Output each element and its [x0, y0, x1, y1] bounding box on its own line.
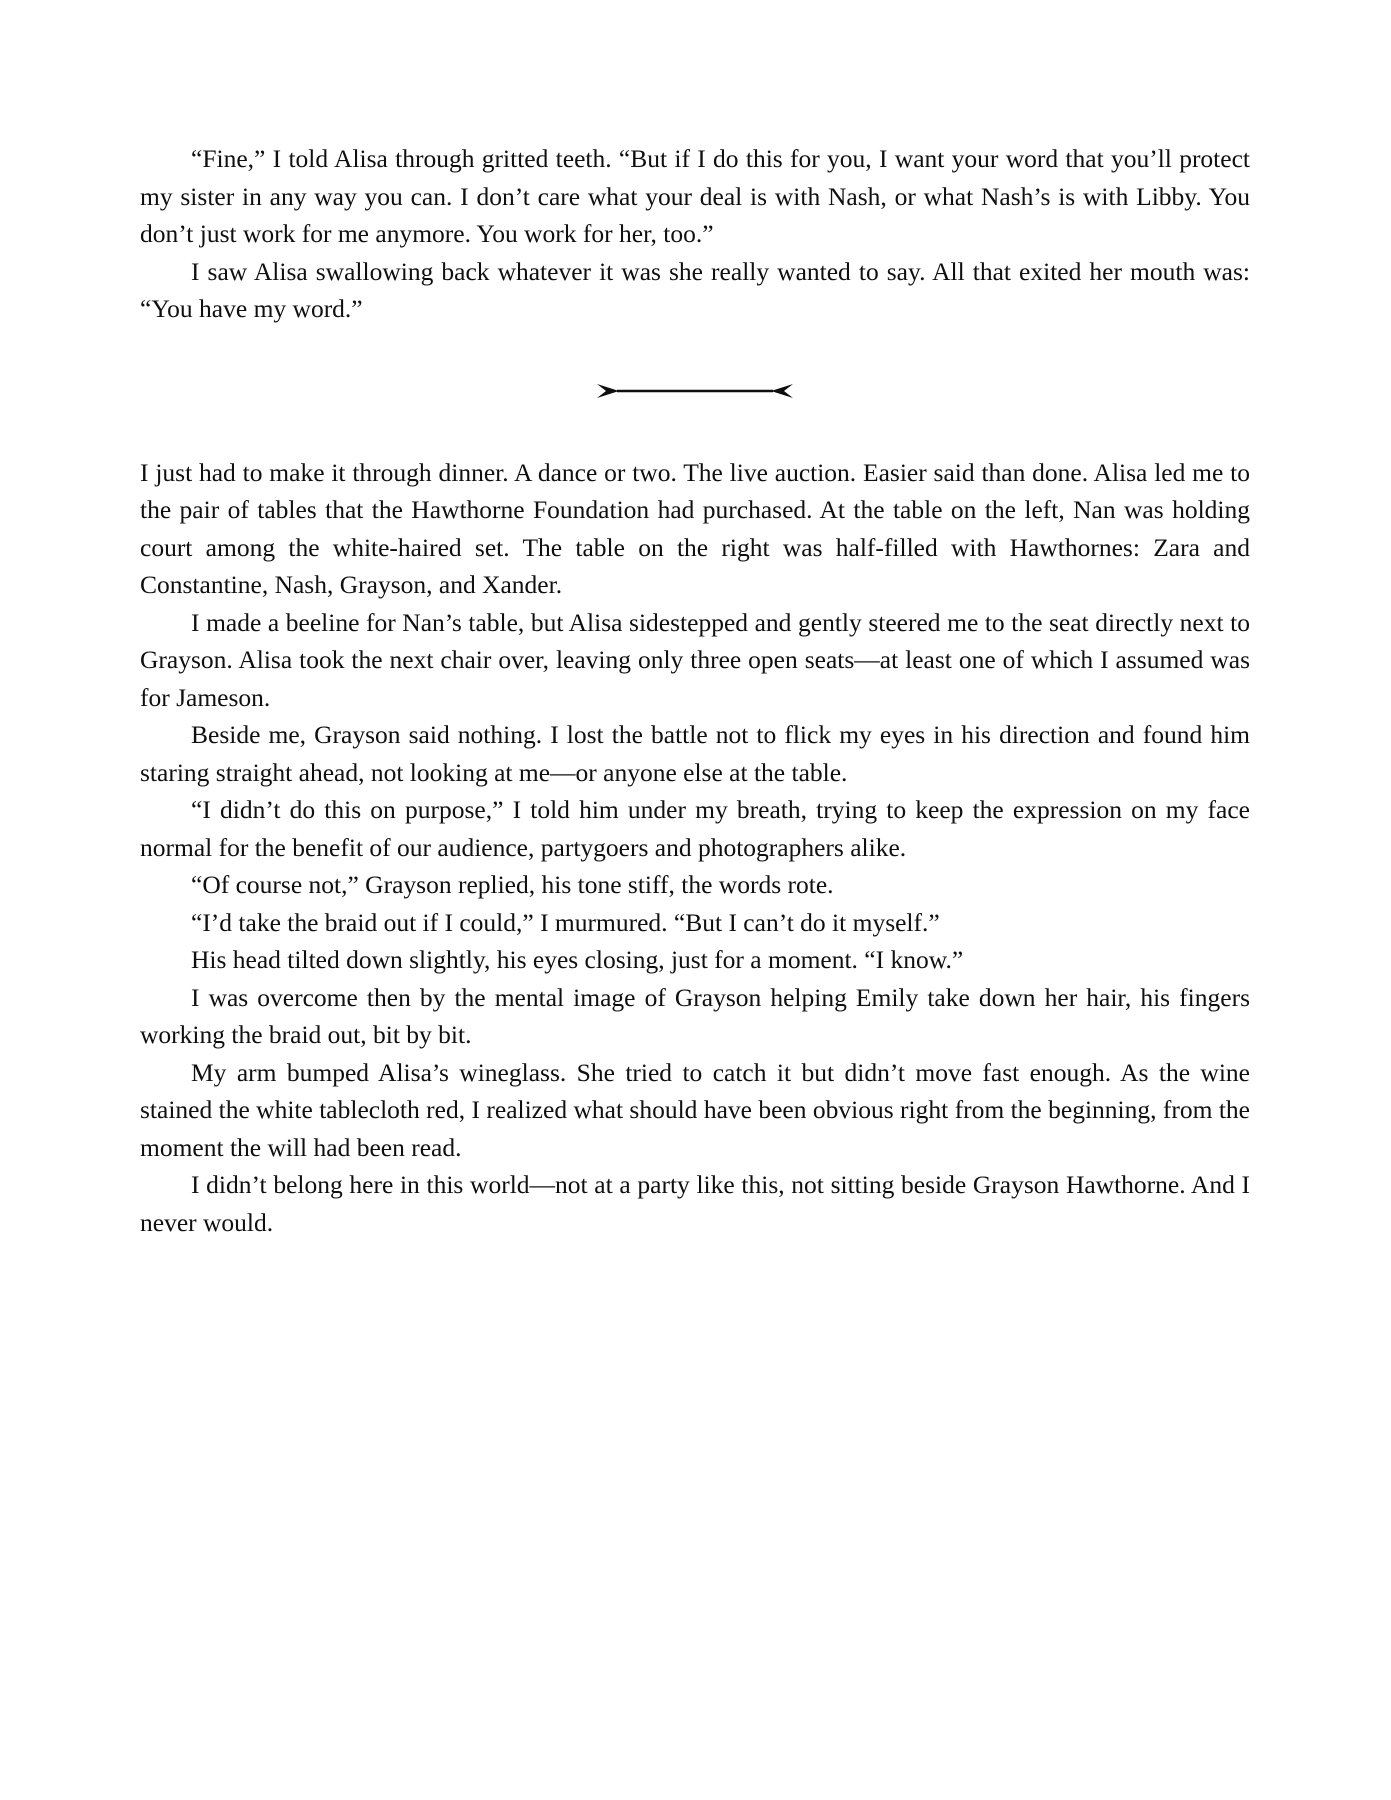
paragraph: I was overcome then by the mental image of Grayson helping Emily take down her hair, his fingers working the braid out, bit by bit. [140, 982, 1250, 1049]
paragraph: His head tilted down slightly, his eyes closing, just for a moment. “I know.” [191, 945, 964, 974]
double-arrow-scene-divider-icon [597, 378, 793, 404]
paragraph: I didn’t belong here in this world—not at a party like this, not sitting beside Grayson Hawthorne. And I never would. [140, 1170, 1250, 1237]
paragraph: “Of course not,” Grayson replied, his tone stiff, the words rote. [191, 870, 834, 899]
paragraph: My arm bumped Alisa’s wineglass. She tried to catch it but didn’t move fast enough. As the wine stained the white tablecloth red, I realized what should have been obvious right from the beginning, from the moment the will had been read. [140, 1057, 1250, 1162]
passage-before-divider [140, 140, 1250, 328]
paragraph: I just had to make it through dinner. A dance or two. The live auction. Easier said than done. Alisa led me to the pair of tables that the Hawthorne Foundation had purchased. At the table on the left, Nan was holding court among the white-haired set. The table on the right was half-filled with Hawthornes: Zara and Constantine, Nash, Grayson, and Xander. [140, 457, 1250, 599]
paragraph: Beside me, Grayson said nothing. I lost the battle not to flick my eyes in his direction and found him staring straight ahead, not looking at me—or anyone else at the table. [140, 720, 1250, 787]
text-column [140, 140, 1250, 1241]
scene-divider [140, 328, 1250, 454]
passage-after-divider [140, 454, 1250, 1242]
paragraph: “I didn’t do this on purpose,” I told him under my breath, trying to keep the expression on my face normal for the benefit of our audience, partygoers and photographers alike. [140, 795, 1250, 862]
paragraph: “I’d take the braid out if I could,” I murmured. “But I can’t do it myself.” [191, 907, 940, 937]
paragraph: “Fine,” I told Alisa through gritted teeth. “But if I do this for you, I want your word that you’ll protect my sister in any way you can. I don’t care what your deal is with Nash, or what Nash’s is with Libby. You don’t just work for me anymore. You work for her, too.” [140, 144, 1250, 248]
paragraph: I saw Alisa swallowing back whatever it was she really wanted to say. All that exited her mouth was: “You have my word.” [140, 256, 1250, 323]
paragraph: I made a beeline for Nan’s table, but Alisa sidestepped and gently steered me to the seat directly next to Grayson. Alisa took the next chair over, leaving only three open seats—at least one of which I assumed was for Jameson. [140, 607, 1250, 712]
